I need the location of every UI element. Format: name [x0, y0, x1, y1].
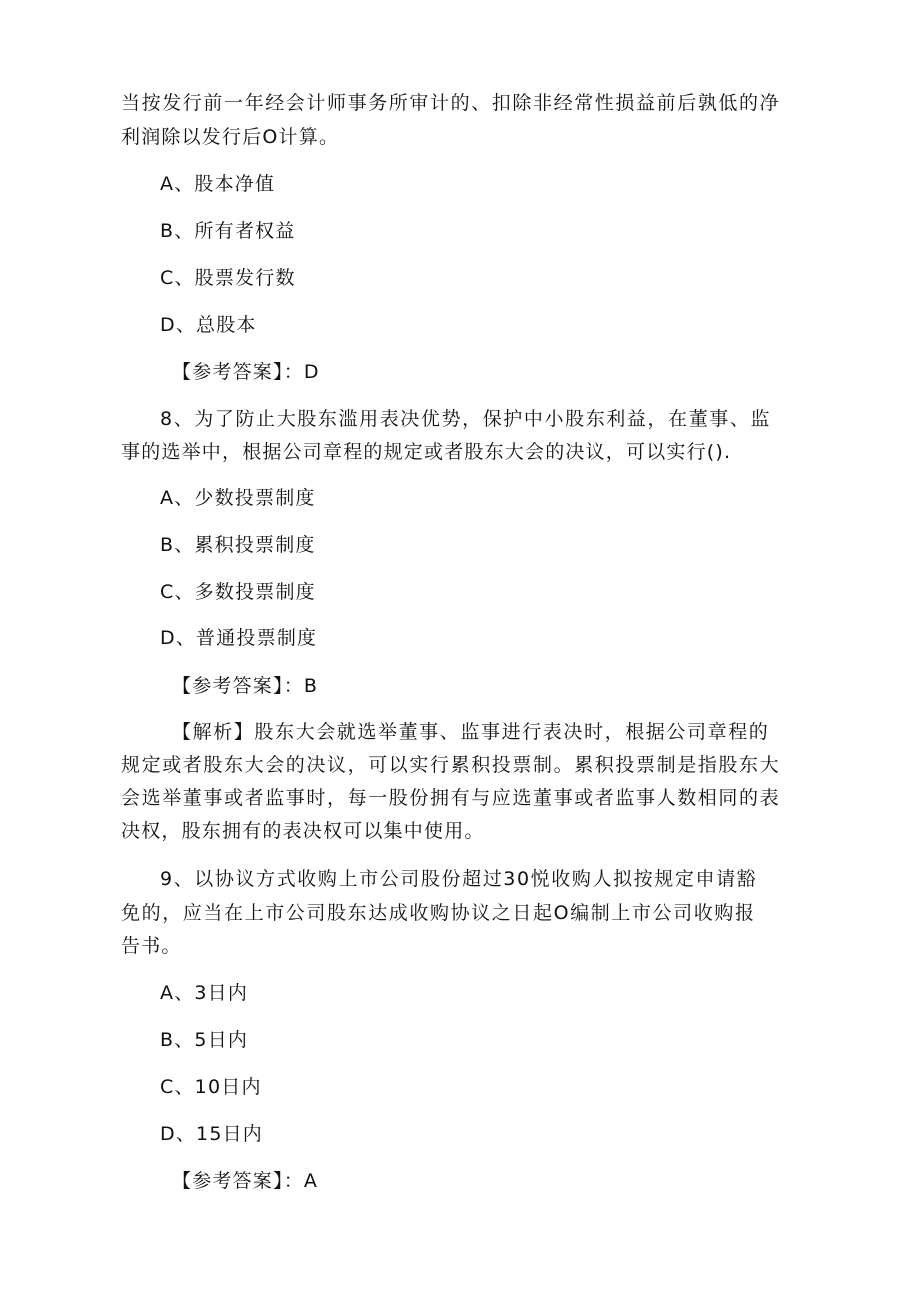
q8-analysis-line-3: 会选举董事或者监事时，每一股份拥有与应选董事或者监事人数相同的表	[121, 787, 781, 809]
q8-option-a: A、少数投票制度	[160, 487, 316, 509]
q8-stem-line-1: 8、为了防止大股东滥用表决优势，保护中小股东利益，在董事、监	[160, 408, 772, 430]
q9-stem-line-3: 告书。	[121, 935, 182, 957]
q8-stem-line-2: 事的选举中，根据公司章程的规定或者股东大会的决议，可以实行().	[121, 441, 732, 463]
q9-option-a: A、3日内	[160, 982, 249, 1004]
q9-option-d: D、15日内	[160, 1123, 264, 1145]
q7-option-a: A、股本净值	[160, 173, 276, 195]
intro-line-1: 当按发行前一年经会计师事务所审计的、扣除非经常性损益前后孰低的净	[121, 92, 781, 114]
q8-analysis-line-1: 【解析】股东大会就选举董事、监事进行表决时，根据公司章程的	[172, 721, 770, 743]
q7-option-b: B、所有者权益	[160, 220, 296, 242]
q9-stem-line-1: 9、以协议方式收购上市公司股份超过30悦收购人拟按规定申请豁	[160, 868, 758, 890]
q8-analysis-line-2: 规定或者股东大会的决议，可以实行累积投票制。累积投票制是指股东大	[121, 754, 781, 776]
q9-option-b: B、5日内	[160, 1029, 249, 1051]
q7-option-d: D、总股本	[160, 314, 257, 336]
q7-option-c: C、股票发行数	[160, 267, 296, 289]
intro-line-2: 利润除以发行后O计算。	[121, 126, 340, 148]
q9-answer: 【参考答案】：A	[172, 1170, 319, 1192]
q7-answer: 【参考答案】：D	[172, 361, 320, 383]
q8-option-c: C、多数投票制度	[160, 581, 316, 603]
q9-option-c: C、10日内	[160, 1076, 262, 1098]
q8-option-b: B、累积投票制度	[160, 534, 316, 556]
q8-answer: 【参考答案】：B	[172, 675, 319, 697]
q8-analysis-line-4: 决权，股东拥有的表决权可以集中使用。	[121, 820, 485, 842]
q8-option-d: D、普通投票制度	[160, 627, 318, 649]
q9-stem-line-2: 免的，应当在上市公司股东达成收购协议之日起O编制上市公司收购报	[121, 902, 756, 924]
